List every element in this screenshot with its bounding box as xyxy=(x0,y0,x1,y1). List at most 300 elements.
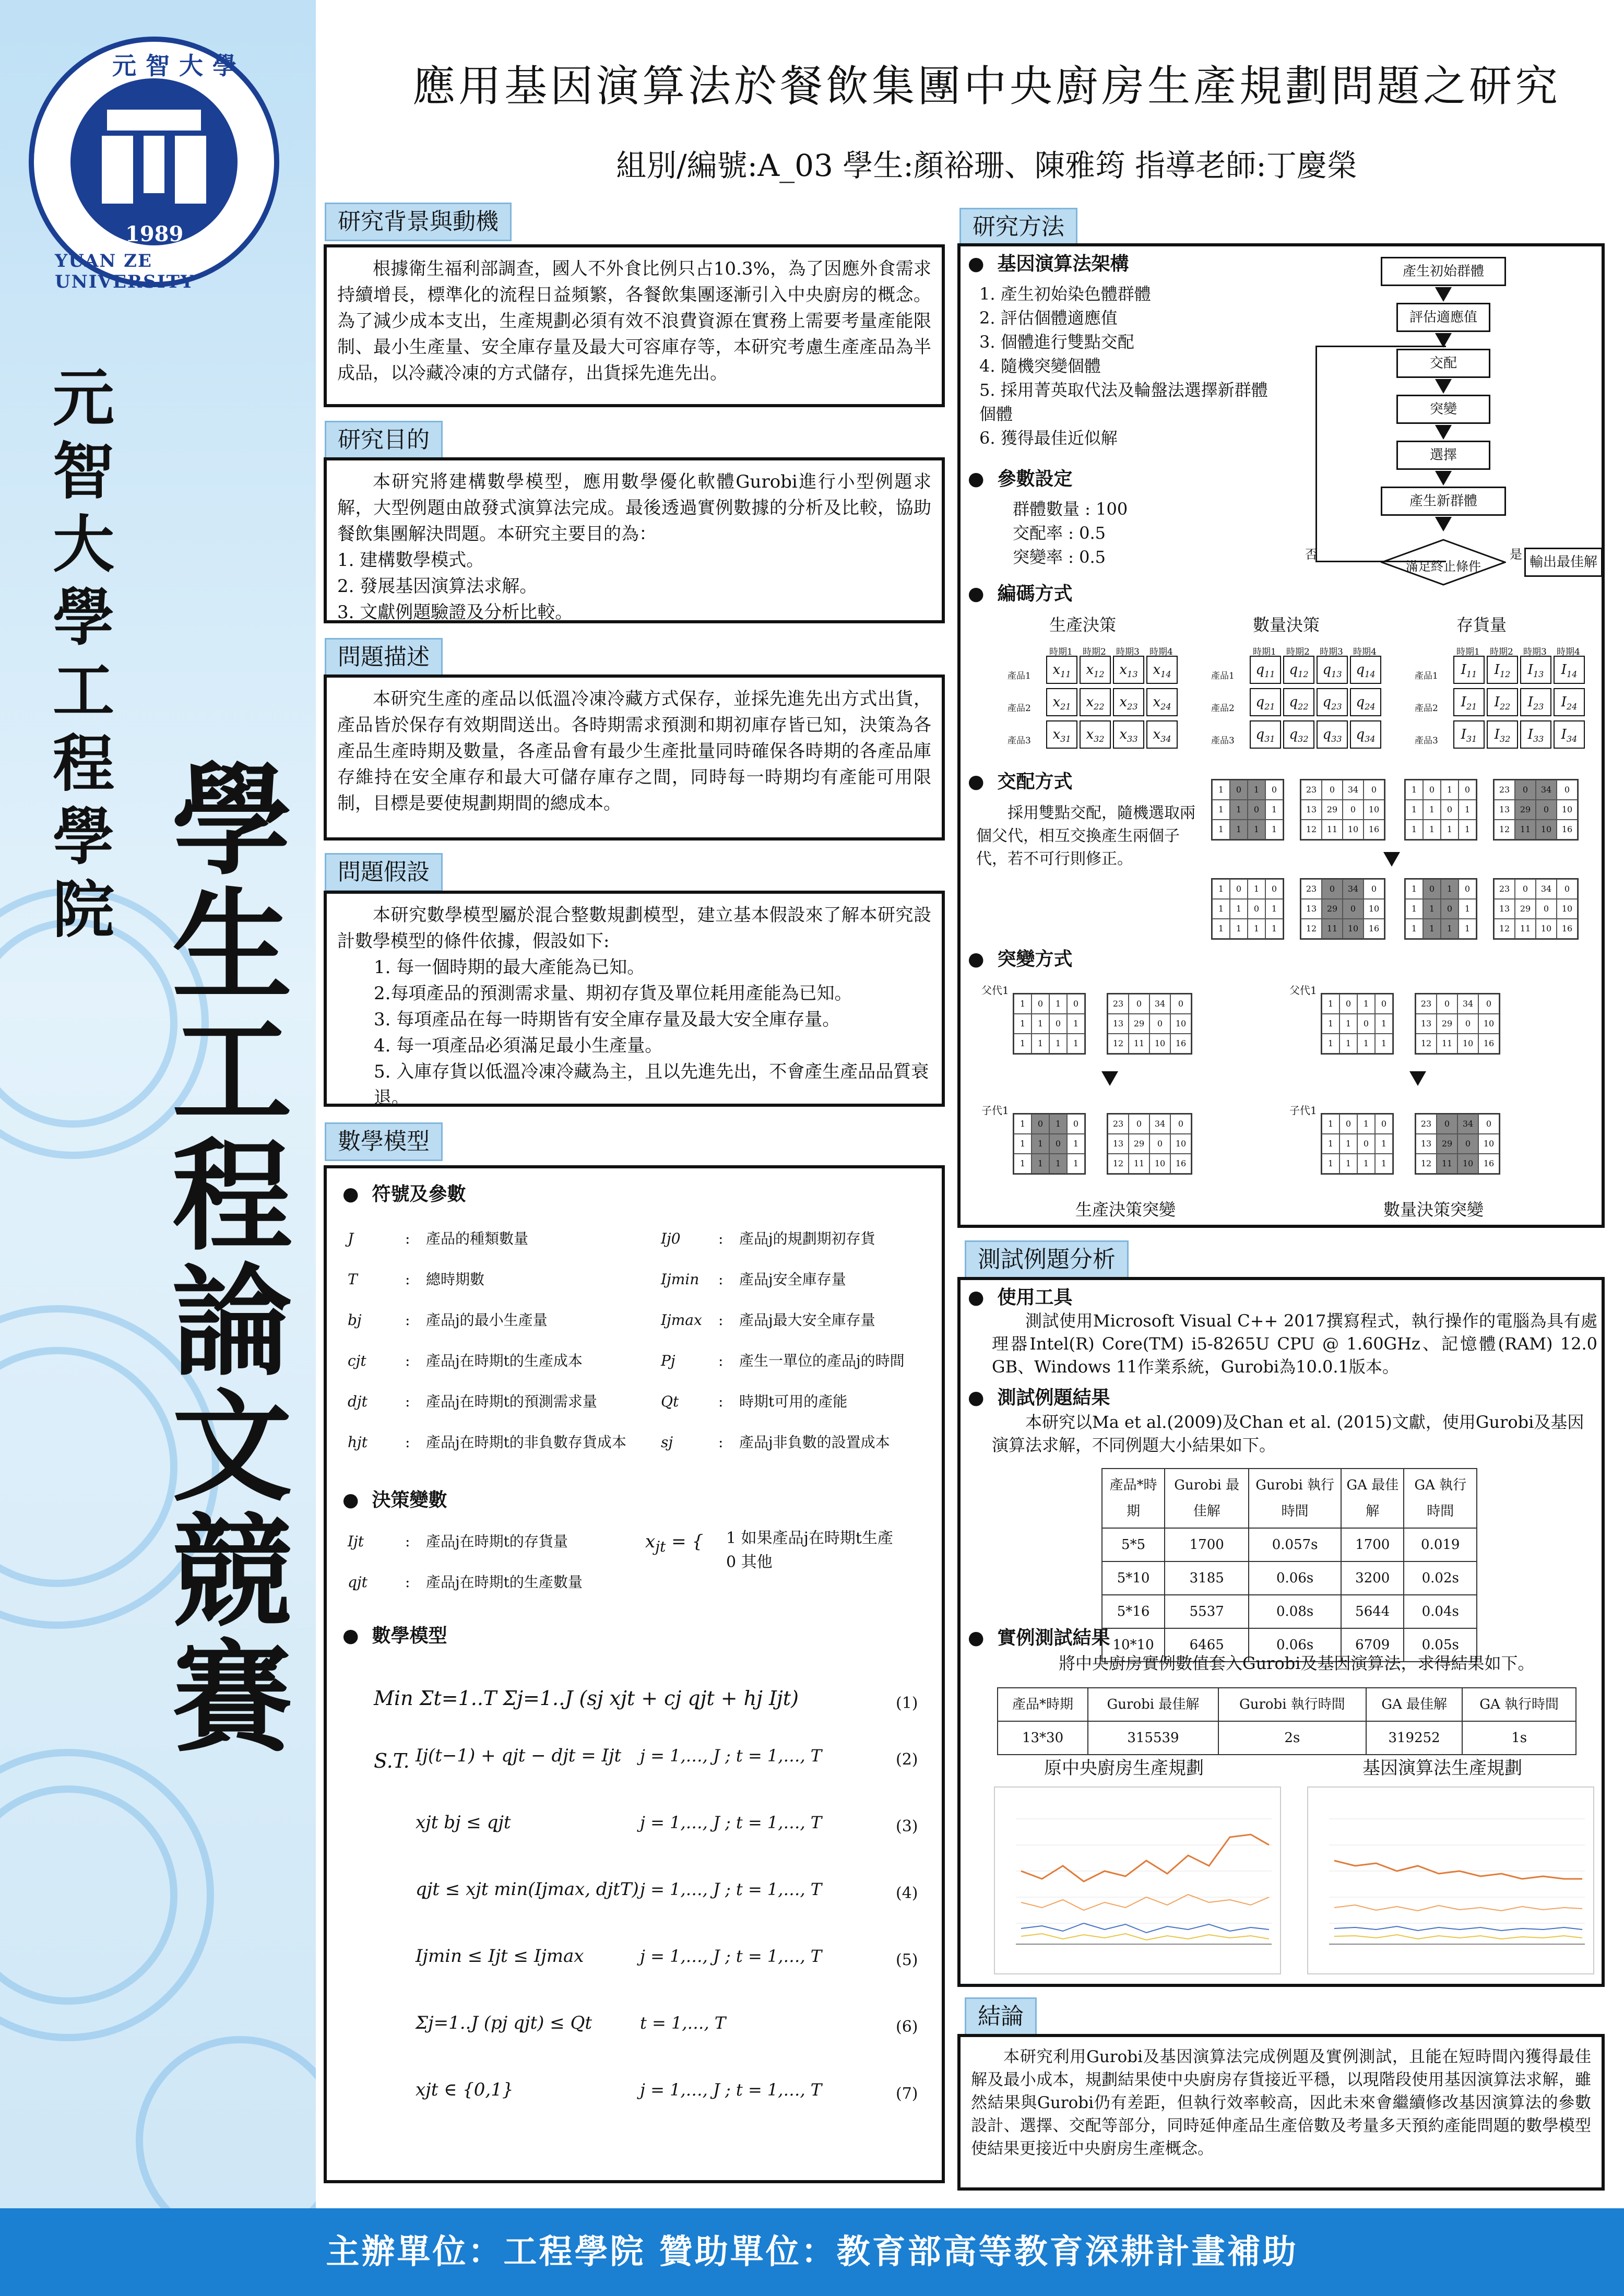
matrix-cell: $I_{34}$ xyxy=(1554,720,1585,749)
matrix-cell: $x_{32}$ xyxy=(1080,720,1111,749)
gene-cell: 1 xyxy=(1014,1154,1032,1174)
gene-cell: 12 xyxy=(1301,919,1322,939)
symbol-symbol: Ijmax xyxy=(661,1311,702,1329)
table-cell: 5*5 xyxy=(1102,1528,1165,1561)
symbol-row xyxy=(348,1307,640,1333)
symbol-symbol: bj xyxy=(348,1311,362,1329)
gene-cell: 12 xyxy=(1301,820,1322,839)
gene-cell: 11 xyxy=(1515,919,1536,939)
gene-cell: 1 xyxy=(1212,800,1230,820)
arrow-down-icon xyxy=(1101,1071,1118,1086)
matrix-cell: $q_{34}$ xyxy=(1350,720,1381,749)
symbol-colon: : xyxy=(405,1230,410,1247)
chart-original-svg xyxy=(995,1788,1280,1973)
gene-cell: 1 xyxy=(1032,1134,1049,1154)
gene-cell: 1 xyxy=(1265,800,1283,820)
gene-cell: 0 xyxy=(1457,1134,1478,1154)
gene-cell: 29 xyxy=(1515,800,1536,820)
xjt-one: 1 如果產品j在時期t生產 xyxy=(726,1529,893,1547)
gene-cell: 0 xyxy=(1170,1114,1191,1134)
symbol-row xyxy=(348,1429,640,1455)
test-box xyxy=(957,1277,1605,1987)
gene-cell: 23 xyxy=(1494,879,1515,899)
gene-cell: 0 xyxy=(1067,994,1085,1014)
table-cell: 2s xyxy=(1218,1721,1366,1755)
product-label: 產品1 xyxy=(1007,671,1031,681)
flow-step: 突變 xyxy=(1396,395,1490,424)
gene-cell: 12 xyxy=(1494,820,1515,839)
flow-yes-label: 是 xyxy=(1510,547,1522,562)
gene-cell: 16 xyxy=(1478,1154,1499,1174)
gene-cell: 0 xyxy=(1248,899,1265,919)
gene-cell: 10 xyxy=(1457,1154,1478,1174)
child-label: 子代1 xyxy=(1289,1104,1317,1117)
matrix-cell: $I_{22}$ xyxy=(1487,688,1518,716)
gene-cell: 0 xyxy=(1343,800,1364,820)
symbol-desc: 產品j最大安全庫存量 xyxy=(739,1311,875,1329)
ga-step: 1. 產生初始染色體群體 xyxy=(979,284,1151,304)
gene-cell: 11 xyxy=(1437,1154,1457,1174)
matrix-cell: $q_{33}$ xyxy=(1317,720,1348,749)
gene-cell: 1 xyxy=(1212,879,1230,899)
gene-grid xyxy=(1211,878,1284,940)
gene-grid xyxy=(1415,993,1500,1055)
chart-ga-plan xyxy=(1307,1786,1594,1974)
symbol-colon: : xyxy=(718,1271,724,1288)
chart-original-plan xyxy=(994,1786,1281,1974)
gene-cell: 12 xyxy=(1108,1154,1129,1174)
real-table xyxy=(997,1687,1576,1755)
symbols-title: ● 符號及參數 xyxy=(342,1183,466,1205)
table-header-cell: Gurobi 最佳解 xyxy=(1088,1688,1218,1721)
matrix-cell: $x_{33}$ xyxy=(1113,720,1144,749)
ga-steps xyxy=(979,282,1272,450)
period-header: 時期2 xyxy=(1286,647,1310,657)
assumption-item: 2.每項產品的預測需求量、期初存貨及單位耗用產能為已知。 xyxy=(374,983,852,1004)
symbol-symbol: djt xyxy=(348,1393,368,1410)
gene-cell: 13 xyxy=(1301,899,1322,919)
logo-year: 1989 xyxy=(125,222,184,246)
gene-grid xyxy=(1013,1113,1086,1175)
gene-cell: 1 xyxy=(1049,994,1067,1014)
table-header-cell: 產品*時期 xyxy=(998,1688,1088,1721)
constraint-domain: t = 1,…, T xyxy=(640,2013,726,2033)
xjt-def: $x_{jt}$ = { 1 如果產品j在時期t生產 0 其他 xyxy=(645,1529,703,1560)
gene-cell: 34 xyxy=(1457,1114,1478,1134)
series-line xyxy=(1334,1905,1582,1911)
gene-cell: 29 xyxy=(1322,899,1343,919)
ga-step: 2. 評估個體適應值 xyxy=(979,308,1118,328)
gene-cell: 1 xyxy=(1322,994,1339,1014)
gene-cell: 1 xyxy=(1357,994,1375,1014)
symbol-colon: : xyxy=(405,1311,410,1329)
symbol-row xyxy=(661,1348,943,1374)
gene-cell: 0 xyxy=(1437,994,1457,1014)
gene-grid xyxy=(1107,993,1192,1055)
gene-cell: 12 xyxy=(1494,919,1515,939)
constraint-lhs: Ij(t−1) + qjt − djt = Ijt xyxy=(416,1745,622,1766)
constraint-number: (2) xyxy=(896,1750,918,1769)
table-row xyxy=(1102,1561,1477,1595)
gene-grid xyxy=(1415,1113,1500,1175)
table-header-cell: GA 執行時間 xyxy=(1462,1688,1576,1721)
decision-colon: : xyxy=(405,1533,410,1550)
constraint-lhs: Ijmin ≤ Ijt ≤ Ijmax xyxy=(416,1946,584,1967)
matrix-cell: $q_{11}$ xyxy=(1250,656,1281,684)
product-label: 產品1 xyxy=(1415,671,1438,681)
period-header: 時期3 xyxy=(1116,647,1140,657)
gene-cell: 1 xyxy=(1067,1154,1085,1174)
gene-cell: 0 xyxy=(1265,879,1283,899)
gene-cell: 1 xyxy=(1375,1034,1393,1054)
gene-cell: 34 xyxy=(1149,994,1170,1014)
gene-cell: 12 xyxy=(1416,1034,1437,1054)
gene-cell: 1 xyxy=(1405,919,1423,939)
tool-text: 測試使用Microsoft Visual C++ 2017撰寫程式，執行操作的電腦為具有處理器Intel(R) Core(TM) i5-8265U CPU @ 1.60GHz、記憶體(RAM) 12.0 GB、Windows 11作業系統，Gurobi為10.0.1版本。 xyxy=(992,1311,1597,1377)
matrix-cell: $q_{21}$ xyxy=(1250,688,1281,716)
gene-cell: 34 xyxy=(1149,1114,1170,1134)
table-cell: 5537 xyxy=(1165,1595,1249,1628)
background-heading: 研究背景與動機 xyxy=(325,203,512,241)
gene-cell: 1 xyxy=(1375,1134,1393,1154)
matrix-cell: $I_{11}$ xyxy=(1453,656,1485,684)
gene-cell: 10 xyxy=(1478,1134,1499,1154)
gene-cell: 0 xyxy=(1557,780,1578,800)
chart2-title: 基因演算法生產規劃 xyxy=(1362,1758,1522,1779)
table-cell: 0.06s xyxy=(1249,1628,1341,1662)
gene-cell: 1 xyxy=(1230,820,1248,839)
series-line xyxy=(1021,1923,1269,1933)
gene-cell: 13 xyxy=(1494,800,1515,820)
flow-step: 輸出最佳解 xyxy=(1524,548,1603,577)
symbol-colon: : xyxy=(718,1311,724,1329)
table-cell: 5*10 xyxy=(1102,1561,1165,1595)
gene-cell: 1 xyxy=(1230,899,1248,919)
gene-cell: 23 xyxy=(1494,780,1515,800)
matrix-cell: $x_{13}$ xyxy=(1113,656,1144,684)
gene-cell: 1 xyxy=(1357,1154,1375,1174)
gene-cell: 0 xyxy=(1457,1014,1478,1034)
gene-cell: 10 xyxy=(1457,1034,1478,1054)
gene-cell: 1 xyxy=(1248,879,1265,899)
gene-cell: 23 xyxy=(1108,1114,1129,1134)
gene-cell: 1 xyxy=(1405,800,1423,820)
symbol-row xyxy=(661,1429,943,1455)
symbol-desc: 產品j在時期t的非負數存貨成本 xyxy=(426,1434,626,1451)
gene-grid xyxy=(1404,878,1477,940)
gene-cell: 0 xyxy=(1459,780,1476,800)
table-cell: 0.02s xyxy=(1404,1561,1477,1595)
symbol-colon: : xyxy=(718,1230,724,1247)
gene-grid xyxy=(1107,1113,1192,1175)
table-cell: 3200 xyxy=(1341,1561,1404,1595)
gene-cell: 1 xyxy=(1423,899,1441,919)
gene-cell: 1 xyxy=(1032,1154,1049,1174)
matrix-cell: $x_{23}$ xyxy=(1113,688,1144,716)
gene-cell: 0 xyxy=(1129,994,1149,1014)
result-table xyxy=(1101,1468,1477,1662)
gene-cell: 1 xyxy=(1049,1034,1067,1054)
gene-cell: 11 xyxy=(1129,1154,1149,1174)
gene-cell: 1 xyxy=(1459,899,1476,919)
gene-cell: 0 xyxy=(1375,994,1393,1014)
flow-step: 產生初始群體 xyxy=(1381,257,1506,286)
period-header: 時期4 xyxy=(1557,647,1580,657)
assumption-item: 3. 每項產品在每一時期皆有安全庫存量及最大安全庫存量。 xyxy=(374,1009,840,1030)
gene-cell: 0 xyxy=(1536,800,1557,820)
table-header-cell: GA 最佳解 xyxy=(1341,1469,1404,1528)
matrix-cell: $I_{23}$ xyxy=(1520,688,1551,716)
symbol-symbol: Qt xyxy=(661,1393,679,1410)
matrix-cell: $q_{31}$ xyxy=(1250,720,1281,749)
matrix-cell: $q_{13}$ xyxy=(1317,656,1348,684)
symbol-desc: 產品j非負數的設置成本 xyxy=(739,1434,890,1451)
product-label: 產品3 xyxy=(1415,736,1438,746)
gene-cell: 13 xyxy=(1108,1014,1129,1034)
gene-cell: 0 xyxy=(1170,994,1191,1014)
symbol-row xyxy=(348,1267,640,1293)
gene-cell: 0 xyxy=(1364,879,1384,899)
gene-cell: 1 xyxy=(1459,919,1476,939)
gene-cell: 23 xyxy=(1108,994,1129,1014)
gene-cell: 1 xyxy=(1405,899,1423,919)
gene-cell: 1 xyxy=(1375,1154,1393,1174)
gene-cell: 1 xyxy=(1322,1014,1339,1034)
gene-cell: 1 xyxy=(1049,1114,1067,1134)
symbol-symbol: cjt xyxy=(348,1352,366,1369)
gene-cell: 1 xyxy=(1423,919,1441,939)
gene-grid xyxy=(1493,878,1579,940)
gene-cell: 1 xyxy=(1322,1154,1339,1174)
cross-title: ● 交配方式 xyxy=(968,771,1073,792)
gene-cell: 0 xyxy=(1230,780,1248,800)
gene-cell: 1 xyxy=(1067,1134,1085,1154)
constraint-number: (5) xyxy=(896,1951,918,1969)
gene-cell: 0 xyxy=(1515,780,1536,800)
gene-cell: 1 xyxy=(1405,879,1423,899)
gene-cell: 16 xyxy=(1364,820,1384,839)
table-header-cell: GA 最佳解 xyxy=(1366,1688,1462,1721)
gene-cell: 0 xyxy=(1067,1114,1085,1134)
arrow-down-icon xyxy=(1383,852,1400,867)
purpose-item: 2. 發展基因演算法求解。 xyxy=(337,576,538,597)
table-cell: 13*30 xyxy=(998,1721,1088,1755)
gene-cell: 0 xyxy=(1478,1114,1499,1134)
gene-cell: 11 xyxy=(1515,820,1536,839)
constraint-lhs: xjt bj ≤ qjt xyxy=(416,1812,511,1833)
gene-cell: 13 xyxy=(1301,800,1322,820)
gene-cell: 11 xyxy=(1437,1034,1457,1054)
gene-cell: 0 xyxy=(1423,879,1441,899)
gene-cell: 0 xyxy=(1441,899,1459,919)
gene-cell: 0 xyxy=(1129,1114,1149,1134)
gene-cell: 1 xyxy=(1067,1034,1085,1054)
symbol-colon: : xyxy=(405,1352,410,1369)
table-cell: 0.05s xyxy=(1404,1628,1477,1662)
product-label: 產品2 xyxy=(1211,703,1235,714)
table-cell: 5644 xyxy=(1341,1595,1404,1628)
gene-cell: 23 xyxy=(1416,1114,1437,1134)
purpose-heading: 研究目的 xyxy=(325,421,443,459)
gene-grid xyxy=(1321,993,1394,1055)
gene-cell: 1 xyxy=(1423,800,1441,820)
mutation-label: 生產決策突變 xyxy=(1075,1200,1176,1220)
gene-cell: 1 xyxy=(1339,1034,1357,1054)
conclusion-heading: 結論 xyxy=(965,1997,1037,2036)
table-cell: 315539 xyxy=(1088,1721,1218,1755)
real-text: 將中央廚房實例數值套入Gurobi及基因演算法，求得結果如下。 xyxy=(1059,1653,1535,1673)
period-header: 時期1 xyxy=(1049,647,1073,657)
gene-cell: 0 xyxy=(1357,1134,1375,1154)
matrix-cell: $I_{24}$ xyxy=(1554,688,1585,716)
assumptions-box xyxy=(324,891,945,1107)
poster-title: 應用基因演算法於餐飲集團中央廚房生產規劃問題之研究 xyxy=(412,62,1561,111)
gene-cell: 23 xyxy=(1301,780,1322,800)
gene-cell: 1 xyxy=(1212,919,1230,939)
gene-cell: 23 xyxy=(1416,994,1437,1014)
gene-cell: 16 xyxy=(1557,919,1578,939)
gene-cell: 1 xyxy=(1441,919,1459,939)
gene-cell: 16 xyxy=(1364,919,1384,939)
ga-step: 4. 隨機突變個體 xyxy=(979,356,1101,376)
constraints xyxy=(327,1743,943,2171)
gene-cell: 10 xyxy=(1149,1154,1170,1174)
decision-desc: 產品j在時期t的生產數量 xyxy=(426,1573,583,1591)
gene-cell: 1 xyxy=(1357,1034,1375,1054)
gene-cell: 13 xyxy=(1416,1014,1437,1034)
symbol-desc: 產品j在時期t的生產成本 xyxy=(426,1352,583,1369)
symbol-symbol: J xyxy=(348,1230,354,1247)
gene-cell: 1 xyxy=(1032,1014,1049,1034)
constraint-number: (7) xyxy=(896,2085,918,2103)
constraint-lhs: qjt ≤ xjt min(Ijmax, djtT) xyxy=(416,1879,639,1900)
table-cell: 1s xyxy=(1462,1721,1576,1755)
encode-matrices xyxy=(992,612,1603,763)
gene-cell: 0 xyxy=(1536,899,1557,919)
gene-cell: 0 xyxy=(1265,780,1283,800)
symbol-desc: 時期t可用的產能 xyxy=(739,1393,848,1410)
gene-cell: 1 xyxy=(1441,879,1459,899)
assumption-item: 4. 每一項產品必須滿足最小生產量。 xyxy=(374,1035,663,1056)
product-label: 產品3 xyxy=(1007,736,1031,746)
conclusion-text: 本研究利用Gurobi及基因演算法完成例題及實例測試，且能在短時間內獲得最佳解及最小成本，規劃結果使中央廚房存貨接近平穩，以現階段使用基因演算法求解，雖然結果與Gurobi仍有差距，但執行效率較高，因此未來會繼續修改基因演算法的參數設計、選擇、交配等部分，同時延伸產品生產倍數及考量多天預約產能問題的數學模型使結果更接近中央廚房生產概念。 xyxy=(971,2048,1591,2158)
gene-grid xyxy=(1300,779,1385,841)
gene-cell: 0 xyxy=(1322,879,1343,899)
gene-cell: 1 xyxy=(1014,1014,1032,1034)
decision-title: ● 決策變數 xyxy=(342,1489,447,1511)
gene-cell: 0 xyxy=(1441,800,1459,820)
gene-cell: 0 xyxy=(1149,1014,1170,1034)
constraint-number: (6) xyxy=(896,2018,918,2036)
table-cell: 0.04s xyxy=(1404,1595,1477,1628)
gene-cell: 0 xyxy=(1049,1014,1067,1034)
encode-label: 生產決策 xyxy=(1049,615,1117,635)
gene-cell: 1 xyxy=(1322,1134,1339,1154)
gene-cell: 1 xyxy=(1265,919,1283,939)
table-header-cell: GA 執行時間 xyxy=(1404,1469,1477,1528)
matrix-cell: $q_{14}$ xyxy=(1350,656,1381,684)
ga-step: 5. 採用菁英取代法及輪盤法選擇新群體個體 xyxy=(979,380,1268,424)
gene-cell: 10 xyxy=(1343,919,1364,939)
table-header-cell: Gurobi 執行時間 xyxy=(1218,1688,1366,1721)
flow-decision-label: 滿足終止條件 xyxy=(1406,559,1481,574)
assumptions-heading: 問題假設 xyxy=(325,853,443,892)
gene-cell: 0 xyxy=(1339,994,1357,1014)
poster-subtitle: 組別/編號:A_03 學生:顏裕珊、陳雅筠 指導老師:丁慶榮 xyxy=(616,148,1357,183)
gene-cell: 34 xyxy=(1536,780,1557,800)
symbol-desc: 總時期數 xyxy=(426,1271,485,1288)
model-heading: 數學模型 xyxy=(325,1122,443,1161)
symbol-row xyxy=(348,1389,640,1415)
table-cell: 3185 xyxy=(1165,1561,1249,1595)
period-header: 時期2 xyxy=(1490,647,1513,657)
matrix-cell: $I_{13}$ xyxy=(1520,656,1551,684)
matrix-cell: $q_{24}$ xyxy=(1350,688,1381,716)
symbol-row xyxy=(348,1226,640,1252)
gene-cell: 13 xyxy=(1494,899,1515,919)
gene-cell: 1 xyxy=(1248,780,1265,800)
symbol-symbol: hjt xyxy=(348,1434,368,1451)
symbol-row xyxy=(348,1348,640,1374)
symbol-colon: : xyxy=(718,1434,724,1451)
gene-cell: 0 xyxy=(1248,800,1265,820)
method-heading: 研究方法 xyxy=(959,208,1077,246)
param-item: 突變率 : 0.5 xyxy=(1013,547,1106,567)
ga-step: 3. 個體進行雙點交配 xyxy=(979,332,1134,352)
gene-cell: 0 xyxy=(1357,1014,1375,1034)
chart1-title: 原中央廚房生產規劃 xyxy=(1044,1758,1204,1779)
gene-cell: 1 xyxy=(1265,899,1283,919)
table-cell: 10*10 xyxy=(1102,1628,1165,1662)
symbol-row xyxy=(661,1307,943,1333)
gene-cell: 10 xyxy=(1536,820,1557,839)
param-item: 交配率 : 0.5 xyxy=(1013,523,1106,543)
symbol-row xyxy=(661,1226,943,1252)
encode-title: ● 編碼方式 xyxy=(968,583,1073,605)
symbol-symbol: Ijmin xyxy=(661,1271,700,1288)
gene-cell: 1 xyxy=(1014,994,1032,1014)
gene-cell: 29 xyxy=(1129,1134,1149,1154)
footer-banner: 主辦單位：工程學院 贊助單位：教育部高等教育深耕計畫補助 xyxy=(0,2208,1624,2296)
constraint-lhs: Σj=1..J (pj qjt) ≤ Qt xyxy=(416,2013,592,2033)
constraint-domain: j = 1,…, J ; t = 1,…, T xyxy=(640,1746,822,1766)
constraint-lhs: xjt ∈ {0,1} xyxy=(416,2079,514,2100)
period-header: 時期4 xyxy=(1353,647,1377,657)
parent-label: 父代1 xyxy=(1289,984,1317,997)
gene-grid xyxy=(1493,779,1579,841)
symbol-desc: 產品j安全庫存量 xyxy=(739,1271,846,1288)
decision-row xyxy=(348,1529,640,1555)
gene-cell: 10 xyxy=(1557,800,1578,820)
gene-cell: 0 xyxy=(1149,1134,1170,1154)
gene-cell: 1 xyxy=(1322,1034,1339,1054)
symbol-symbol: sj xyxy=(661,1434,673,1451)
gene-grid xyxy=(1211,779,1284,841)
gene-cell: 0 xyxy=(1339,1114,1357,1134)
gene-cell: 29 xyxy=(1129,1014,1149,1034)
flow-step: 選擇 xyxy=(1396,441,1490,470)
decision-symbol: Ijt xyxy=(348,1533,364,1550)
mutation-label: 數量決策突變 xyxy=(1383,1200,1484,1220)
gene-cell: 0 xyxy=(1515,879,1536,899)
flow-step: 交配 xyxy=(1396,349,1490,378)
gene-cell: 29 xyxy=(1515,899,1536,919)
symbol-symbol: T xyxy=(348,1271,358,1288)
symbol-colon: : xyxy=(718,1393,724,1410)
real-title: ● 實例測試結果 xyxy=(968,1627,1110,1649)
param-title: ● 參數設定 xyxy=(968,468,1073,490)
symbol-symbol: Ij0 xyxy=(661,1230,681,1247)
